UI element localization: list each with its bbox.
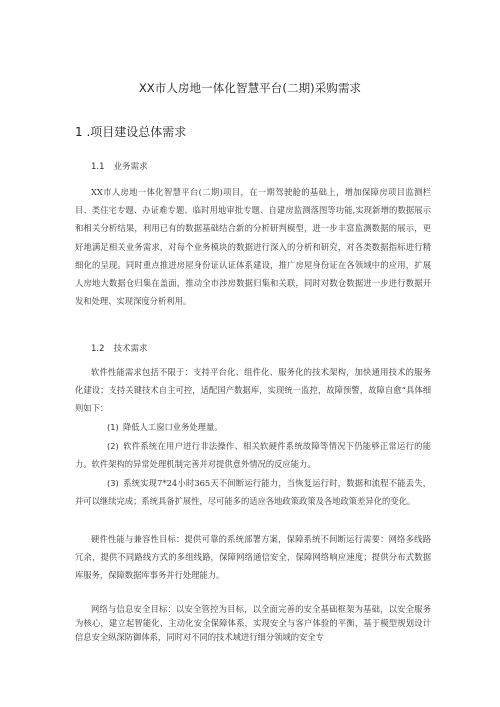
list-number: (2) — [107, 441, 119, 451]
section-label: 业务需求 — [113, 162, 148, 172]
list-item-1 — [75, 418, 431, 436]
section-label: 技术需求 — [113, 344, 148, 354]
section-number: 1.2 — [91, 344, 105, 354]
list-text: 系统实现7*24小时365天不间断运行能力，当恢复运行时，数据和流程不能丢失，并可以继续完成；系统具备扩展性，尽可能多的适应各地政策政策及各地政策差异化的变化。 — [75, 478, 431, 507]
paragraph-hardware-compatibility: 硬件性能与兼容性目标：提供可靠的系统部署方案，保障系统不间断运行需要：网络多线路冗余，提供不同路线方式的多组线路，保障网络通信安全，保障网络响应速度；提供分布式数据库服务，保障数据库事务并行处理能力。 — [75, 534, 431, 581]
list-number: (1) — [107, 422, 119, 432]
section-heading-1-2 — [91, 342, 148, 354]
list-number: (3) — [107, 478, 119, 488]
list-text: 软件系统在用户进行非法操作、相关软硬件系统故障等情况下仍能够正常运行的能力。软件架构的异常处理机制完善并对提供意外情况的反应能力。 — [75, 441, 431, 470]
document-title: XX市人房地一体化智慧平台(二期)采购需求 — [138, 81, 362, 95]
section-heading-1-1 — [91, 160, 148, 172]
list-item-3 — [75, 474, 431, 510]
list-text: 降低人工窗口业务处理量。 — [123, 422, 223, 432]
section-heading-1: 1 .项目建设总体需求 — [75, 125, 187, 139]
section-number: 1.1 — [91, 162, 105, 172]
paragraph-software-performance: 软件性能需求包括不限于：支持平台化、组件化、服务化的技术架构，加快通用技术的服务化建设；支持关键技术自主可控，适配国产数据库，实现统一监控，故障预警，故障自愈“具体细则如下： — [75, 367, 431, 414]
list-item-2 — [75, 437, 431, 473]
paragraph-network-security: 网络与信息安全目标：以安全管控为目标，以全面完善的安全基础框架为基础，以安全服务为核心，建立起智能化、主动化安全保障体系，实现安全与客户体验的平衡，基于模型规划设计信息安全纵深防御体系，同时对不同的技术域进行细分领域的安全专 — [75, 604, 431, 642]
paragraph-business-requirements: XX市人房地一体化智慧平台(二期)项目，在一期驾驶舱的基础上，增加保障房项目监测栏目、类住宅专题、办证难专题、临时用地审批专题、自建房监测落图等功能,实现新增的数据展示和相关分析结果，利用已有的数据基础结合新的分析研判模型，进一步丰富监测数据的展示，更好地满足相关业务需求，对每个业务模块的数据进行深入的分析和研究，对各类数据指标进行精细化的呈现。同时重点推进房屋身份证认证体系建设，推广房屋身份证在各领域中的应用，扩展人房地大数据仓归集在盖面，推动全市涉房数据归集和关联，同时对数仓数据进一步进行数据开发和处理、实现深度分析利用。 — [75, 187, 431, 307]
